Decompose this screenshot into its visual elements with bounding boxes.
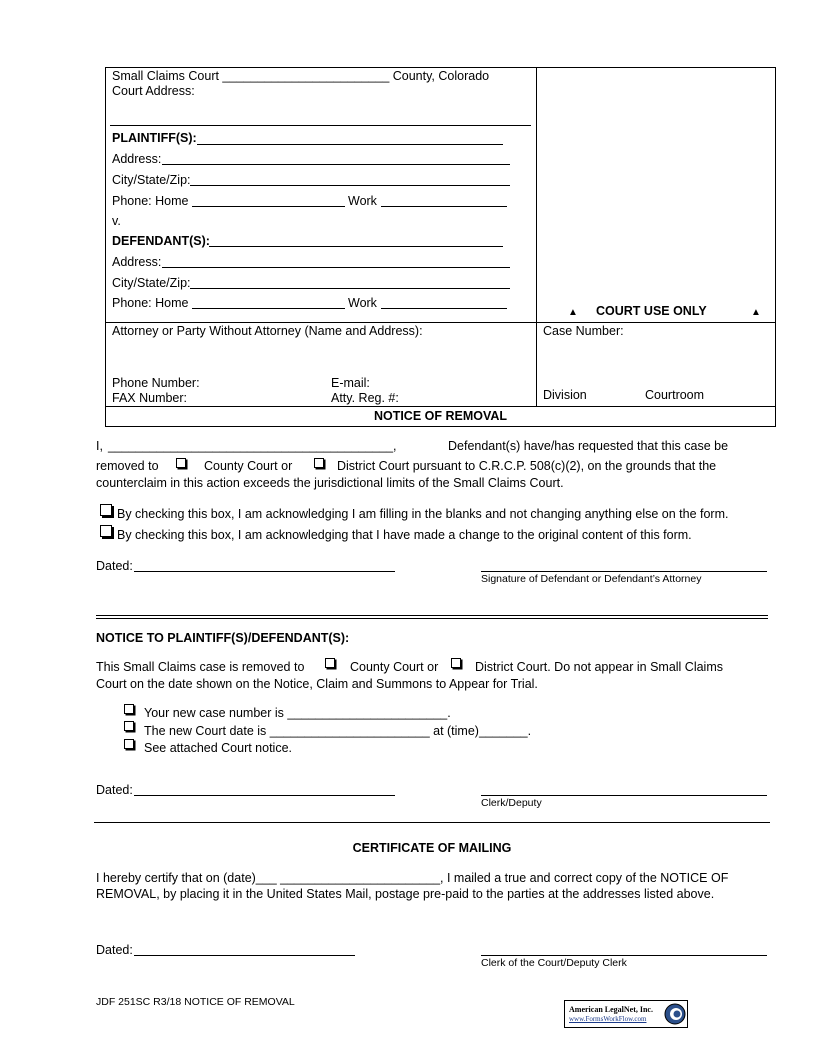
- defendant-name-field[interactable]: [209, 246, 503, 247]
- certificate-line1: I hereby certify that on (date)___ _______________________, I mailed a true and correct copy of the NOTICE OF: [96, 871, 729, 885]
- plaintiff-phone-home-field[interactable]: [192, 206, 345, 207]
- new-case-number-checkbox[interactable]: [124, 704, 134, 714]
- atty-reg-label: Atty. Reg. #:: [331, 391, 399, 405]
- notice-line2: Court on the date shown on the Notice, Claim and Summons to Appear for Trial.: [96, 677, 538, 691]
- up-arrow-icon: ▲: [568, 307, 578, 318]
- attorney-label: Attorney or Party Without Attorney (Name and Address):: [112, 324, 423, 338]
- defendant-signature-field[interactable]: [481, 571, 767, 572]
- defendant-address-field[interactable]: [162, 267, 510, 268]
- ack-change-label: By checking this box, I am acknowledging that I have made a change to the original content of this form.: [117, 528, 692, 542]
- caption-title-divider: [105, 406, 776, 407]
- dated-label: Dated:: [96, 943, 133, 957]
- section-divider: [96, 615, 768, 616]
- ack-fill-label: By checking this box, I am acknowledging I am filling in the blanks and not changing anything else on the form.: [117, 507, 729, 521]
- fax-number-label: FAX Number:: [112, 391, 188, 405]
- defendant-phone-home-label: Phone: Home: [112, 296, 189, 310]
- notice-county-label: County Court or: [350, 660, 439, 674]
- new-court-date-label: The new Court date is _______________________ at (time)_______.: [144, 724, 532, 738]
- caption-row-divider: [105, 322, 776, 323]
- clerk-signature-field[interactable]: [481, 795, 767, 796]
- section-divider: [94, 822, 770, 823]
- email-label: E-mail:: [331, 376, 370, 390]
- court-use-only-label: COURT USE ONLY: [596, 304, 707, 318]
- plaintiff-work-label: Work: [348, 194, 377, 208]
- attached-notice-checkbox[interactable]: [124, 739, 134, 749]
- plaintiff-phone-home-label: Phone: Home: [112, 194, 189, 208]
- defendant-label: DEFENDANT(S):: [112, 234, 210, 248]
- request-line2-start: removed to: [96, 459, 159, 473]
- notice-district-checkbox[interactable]: [451, 658, 461, 668]
- plaintiff-label: PLAINTIFF(S):: [112, 131, 197, 145]
- dated-label: Dated:: [96, 783, 133, 797]
- notice-line1-start: This Small Claims case is removed to: [96, 660, 305, 674]
- notice-county-checkbox[interactable]: [325, 658, 335, 668]
- notice-heading: NOTICE TO PLAINTIFF(S)/DEFENDANT(S):: [96, 631, 350, 645]
- new-court-date-checkbox[interactable]: [124, 721, 134, 731]
- logo-url: www.FormsWorkFlow.com: [569, 1015, 647, 1023]
- case-number-label: Case Number:: [543, 324, 624, 338]
- defendant-work-label: Work: [348, 296, 377, 310]
- request-line2-end: District Court pursuant to C.R.C.P. 508(c)(2), on the grounds that the: [337, 459, 717, 473]
- clerk-of-court-signature-field[interactable]: [481, 955, 767, 956]
- legalnet-logo: [564, 1000, 688, 1028]
- defendant-work-field[interactable]: [381, 308, 507, 309]
- defendant-phone-home-field[interactable]: [192, 308, 345, 309]
- ack-change-checkbox[interactable]: [100, 525, 112, 537]
- dated-field[interactable]: [134, 795, 395, 796]
- plaintiff-address-label: Address:: [112, 152, 162, 166]
- notice-line1-end: District Court. Do not appear in Small Claims: [475, 660, 723, 674]
- request-line3: counterclaim in this action exceeds the jurisdictional limits of the Small Claims Court.: [96, 476, 564, 490]
- certificate-line2: REMOVAL, by placing it in the United States Mail, postage pre-paid to the parties at the addresses listed above.: [96, 887, 715, 901]
- globe-icon: [664, 1003, 686, 1025]
- dated-label: Dated:: [96, 559, 133, 573]
- plaintiff-name-field[interactable]: [197, 144, 503, 145]
- logo-company-name: American LegalNet, Inc.: [569, 1005, 653, 1014]
- courtroom-label: Courtroom: [645, 388, 705, 402]
- versus-label: v.: [112, 214, 121, 228]
- county-court-label: County Court or: [204, 459, 293, 473]
- up-arrow-icon: ▲: [751, 307, 761, 318]
- request-line1-suffix: Defendant(s) have/has requested that this case be: [448, 439, 729, 453]
- request-prefix: I,: [96, 439, 103, 453]
- district-court-checkbox[interactable]: [314, 458, 324, 468]
- attached-notice-label: See attached Court notice.: [144, 741, 293, 755]
- plaintiff-address-field[interactable]: [162, 164, 510, 165]
- clerk-of-court-signature-label: Clerk of the Court/Deputy Clerk: [481, 957, 627, 969]
- division-label: Division: [543, 388, 587, 402]
- plaintiff-work-field[interactable]: [381, 206, 507, 207]
- clerk-signature-label: Clerk/Deputy: [481, 797, 542, 809]
- form-title: NOTICE OF REMOVAL: [373, 409, 508, 423]
- county-court-checkbox[interactable]: [176, 458, 186, 468]
- dated-field[interactable]: [134, 955, 355, 956]
- form-id: JDF 251SC R3/18 NOTICE OF REMOVAL: [96, 996, 295, 1008]
- certificate-heading: CERTIFICATE OF MAILING: [352, 841, 512, 855]
- defendant-city-label: City/State/Zip:: [112, 276, 191, 290]
- plaintiff-city-field[interactable]: [190, 185, 510, 186]
- court-address-field[interactable]: [110, 125, 531, 126]
- plaintiff-city-label: City/State/Zip:: [112, 173, 191, 187]
- defendant-city-field[interactable]: [190, 288, 510, 289]
- dated-field[interactable]: [134, 571, 395, 572]
- defendant-address-label: Address:: [112, 255, 162, 269]
- court-name-line: Small Claims Court ________________________ County, Colorado: [112, 69, 490, 83]
- defendant-name-blank[interactable]: _________________________________________,: [108, 439, 397, 453]
- phone-number-label: Phone Number:: [112, 376, 200, 390]
- court-address-label: Court Address:: [112, 84, 195, 98]
- new-case-number-label: Your new case number is _______________________.: [144, 706, 451, 720]
- section-divider: [96, 618, 768, 619]
- caption-divider: [536, 67, 537, 407]
- ack-fill-checkbox[interactable]: [100, 504, 112, 516]
- defendant-signature-label: Signature of Defendant or Defendant’s Attorney: [481, 573, 702, 585]
